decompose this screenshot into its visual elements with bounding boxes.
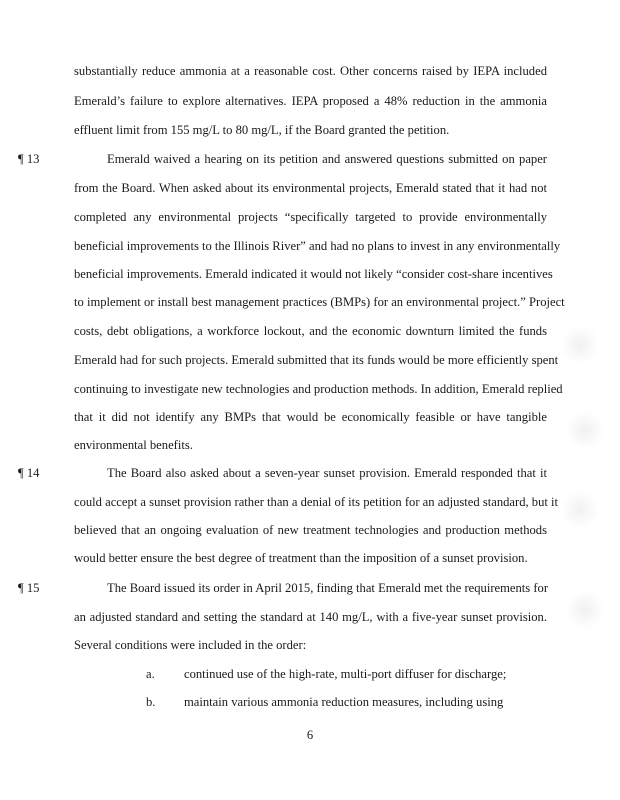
body-line: Emerald had for such projects. Emerald submitted that its funds would be more efficiently spent: [74, 353, 559, 367]
body-line: Emerald waived a hearing on its petition and answered questions submitted on paper: [107, 152, 547, 166]
scan-artifact: [565, 590, 605, 630]
body-line: costs, debt obligations, a workforce lockout, and the economic downturn limited the funds: [74, 324, 547, 338]
body-line: that it did not identify any BMPs that would be economically feasible or have tangible: [74, 410, 547, 424]
body-line: would better ensure the best degree of treatment than the imposition of a sunset provision.: [74, 551, 528, 565]
body-line: effluent limit from 155 mg/L to 80 mg/L, if the Board granted the petition.: [74, 123, 450, 137]
body-line: Several conditions were included in the order:: [74, 638, 307, 652]
body-line: believed that an ongoing evaluation of new treatment technologies and production methods: [74, 523, 547, 537]
paragraph-mark-14: ¶ 14: [18, 466, 40, 480]
scan-artifact: [560, 490, 600, 530]
scan-artifact: [565, 410, 605, 450]
body-line: from the Board. When asked about its environmental projects, Emerald stated that it had not: [74, 181, 547, 195]
body-line: could accept a sunset provision rather than a denial of its petition for an adjusted standard, but it: [74, 495, 559, 509]
body-line: beneficial improvements. Emerald indicated it would not likely “consider cost-share incentives: [74, 267, 553, 281]
body-line: environmental benefits.: [74, 438, 193, 452]
body-line: completed any environmental projects “specifically targeted to provide environmentally: [74, 210, 547, 224]
list-item-text: continued use of the high-rate, multi-port diffuser for discharge;: [184, 667, 507, 681]
page-number: 6: [306, 728, 314, 742]
body-line: an adjusted standard and setting the standard at 140 mg/L, with a five-year sunset provision.: [74, 610, 547, 624]
body-line: continuing to investigate new technologies and production methods. In addition, Emerald replied: [74, 382, 563, 396]
paragraph-mark-13: ¶ 13: [18, 152, 40, 166]
body-line: substantially reduce ammonia at a reasonable cost. Other concerns raised by IEPA included: [74, 64, 547, 78]
list-item-text: maintain various ammonia reduction measures, including using: [184, 695, 504, 709]
body-line: to implement or install best management practices (BMPs) for an environmental project.” Project: [74, 295, 565, 309]
body-line: The Board also asked about a seven-year sunset provision. Emerald responded that it: [107, 466, 547, 480]
paragraph-mark-15: ¶ 15: [18, 581, 40, 595]
list-item-letter: b.: [146, 695, 156, 709]
body-line: Emerald’s failure to explore alternatives. IEPA proposed a 48% reduction in the ammonia: [74, 94, 547, 108]
body-line: beneficial improvements to the Illinois River” and had no plans to invest in any environmentally: [74, 239, 561, 253]
scan-artifact: [560, 325, 600, 365]
list-item-letter: a.: [146, 667, 155, 681]
body-line: The Board issued its order in April 2015, finding that Emerald met the requirements for: [107, 581, 549, 595]
